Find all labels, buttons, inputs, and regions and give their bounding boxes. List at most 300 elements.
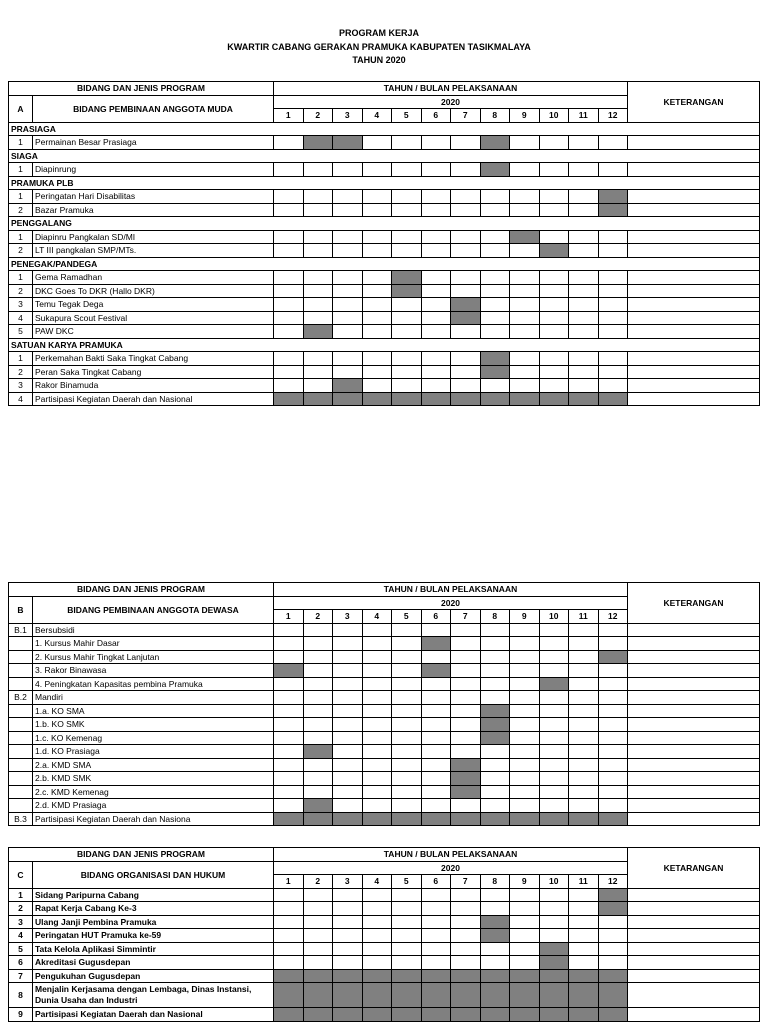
keterangan-cell: [628, 664, 760, 678]
month-header: 11: [569, 610, 599, 624]
section-label: SIAGA: [9, 149, 760, 163]
month-cell: [392, 664, 422, 678]
row-number: [9, 731, 33, 745]
row-label: 2.d. KMD Prasiaga: [33, 799, 274, 813]
month-header: 8: [480, 610, 510, 624]
month-cell: [274, 915, 304, 929]
month-cell: [303, 637, 333, 651]
section-row: [9, 338, 760, 352]
month-cell: [362, 929, 392, 943]
month-cell: [362, 365, 392, 379]
header-row: [9, 583, 760, 597]
month-cell: [480, 902, 510, 916]
month-cell: [539, 902, 569, 916]
month-cell: [274, 352, 304, 366]
month-cell: [362, 352, 392, 366]
table-row: [9, 392, 760, 406]
month-cell-filled: [480, 969, 510, 983]
month-cell-filled: [451, 298, 481, 312]
month-cell: [333, 745, 363, 759]
table-row: [9, 365, 760, 379]
month-cell: [569, 664, 599, 678]
month-cell: [392, 888, 422, 902]
keterangan-cell: [628, 677, 760, 691]
month-cell: [598, 929, 628, 943]
month-cell-filled: [451, 392, 481, 406]
month-cell-filled: [451, 311, 481, 325]
month-cell-filled: [333, 812, 363, 826]
month-cell: [539, 203, 569, 217]
month-cell: [392, 691, 422, 705]
month-cell: [569, 284, 599, 298]
month-cell: [569, 163, 599, 177]
row-label: Diapinru Pangkalan SD/MI: [33, 230, 274, 244]
month-cell: [569, 311, 599, 325]
row-label: Gema Ramadhan: [33, 271, 274, 285]
month-cell: [303, 203, 333, 217]
month-cell: [362, 691, 392, 705]
table-row: [9, 379, 760, 393]
month-cell: [598, 942, 628, 956]
month-cell: [362, 915, 392, 929]
month-cell: [362, 888, 392, 902]
month-header: 4: [362, 875, 392, 889]
table-row: [9, 929, 760, 943]
row-label: Temu Tegak Dega: [33, 298, 274, 312]
month-cell: [539, 704, 569, 718]
row-label: DKC Goes To DKR (Hallo DKR): [33, 284, 274, 298]
row-label: Peringatan HUT Pramuka ke-59: [33, 929, 274, 943]
month-cell: [569, 942, 599, 956]
header-year: 2020: [274, 596, 628, 610]
month-cell: [510, 745, 540, 759]
month-cell-filled: [510, 230, 540, 244]
month-cell-filled: [274, 1008, 304, 1022]
row-number: [9, 785, 33, 799]
month-cell: [510, 929, 540, 943]
month-cell: [569, 691, 599, 705]
month-cell: [451, 942, 481, 956]
row-label: Rapat Kerja Cabang Ke-3: [33, 902, 274, 916]
keterangan-cell: [628, 1008, 760, 1022]
month-cell: [333, 718, 363, 732]
month-cell-filled: [303, 983, 333, 1008]
month-cell: [421, 136, 451, 150]
month-cell-filled: [274, 983, 304, 1008]
month-cell-filled: [392, 969, 422, 983]
month-cell: [333, 365, 363, 379]
month-cell: [303, 929, 333, 943]
month-header: 2: [303, 875, 333, 889]
row-label: 1.d. KO Prasiaga: [33, 745, 274, 759]
month-cell-filled: [333, 983, 363, 1008]
row-number: 2: [9, 902, 33, 916]
month-cell: [569, 136, 599, 150]
month-cell: [303, 772, 333, 786]
month-cell-filled: [480, 352, 510, 366]
month-cell-filled: [362, 969, 392, 983]
month-cell: [569, 758, 599, 772]
month-cell: [274, 704, 304, 718]
month-cell: [362, 136, 392, 150]
row-number: [9, 677, 33, 691]
month-cell: [392, 325, 422, 339]
month-cell: [362, 704, 392, 718]
month-cell: [392, 704, 422, 718]
month-cell-filled: [480, 163, 510, 177]
month-cell-filled: [510, 392, 540, 406]
month-cell: [480, 772, 510, 786]
month-cell-filled: [598, 902, 628, 916]
month-cell: [274, 799, 304, 813]
month-cell-filled: [303, 969, 333, 983]
month-cell: [569, 203, 599, 217]
table-row: [9, 325, 760, 339]
month-cell: [362, 637, 392, 651]
month-cell: [480, 888, 510, 902]
month-cell: [333, 163, 363, 177]
month-cell: [333, 704, 363, 718]
month-cell: [392, 298, 422, 312]
month-cell: [451, 650, 481, 664]
month-cell-filled: [539, 1008, 569, 1022]
month-cell-filled: [274, 392, 304, 406]
month-cell: [569, 379, 599, 393]
table-row: [9, 969, 760, 983]
month-cell: [392, 163, 422, 177]
month-cell: [451, 956, 481, 970]
month-cell: [451, 902, 481, 916]
section-label: PRAMUKA PLB: [9, 176, 760, 190]
month-cell-filled: [598, 190, 628, 204]
month-header: 10: [539, 610, 569, 624]
header-row: [9, 82, 760, 96]
month-cell: [421, 190, 451, 204]
month-cell-filled: [362, 812, 392, 826]
month-cell: [421, 772, 451, 786]
month-header: 7: [451, 875, 481, 889]
section-code: C: [9, 861, 33, 888]
month-cell: [421, 379, 451, 393]
month-cell: [274, 691, 304, 705]
month-header: 12: [598, 109, 628, 123]
month-cell: [539, 623, 569, 637]
month-cell: [303, 888, 333, 902]
month-cell-filled: [303, 1008, 333, 1022]
month-cell: [539, 271, 569, 285]
row-number: B.1: [9, 623, 33, 637]
month-cell: [333, 664, 363, 678]
month-cell: [598, 365, 628, 379]
title-line-3: TAHUN 2020: [352, 55, 406, 65]
month-cell: [480, 677, 510, 691]
month-cell-filled: [362, 983, 392, 1008]
month-cell: [510, 677, 540, 691]
month-cell: [362, 956, 392, 970]
month-cell: [362, 379, 392, 393]
table-row: [9, 230, 760, 244]
table-row: [9, 650, 760, 664]
table-row: [9, 942, 760, 956]
row-label: Sukapura Scout Festival: [33, 311, 274, 325]
month-cell: [274, 772, 304, 786]
month-cell-filled: [451, 785, 481, 799]
month-cell: [421, 731, 451, 745]
month-header: 8: [480, 109, 510, 123]
month-cell: [333, 230, 363, 244]
month-cell: [569, 902, 599, 916]
month-cell: [510, 298, 540, 312]
month-cell-filled: [598, 983, 628, 1008]
month-cell: [539, 915, 569, 929]
header-tahun: TAHUN / BULAN PELAKSANAAN: [274, 583, 628, 597]
month-cell: [303, 691, 333, 705]
keterangan-cell: [628, 983, 760, 1008]
table-row: [9, 983, 760, 1008]
month-cell: [480, 956, 510, 970]
month-cell-filled: [539, 677, 569, 691]
month-cell-filled: [569, 392, 599, 406]
month-cell: [451, 244, 481, 258]
month-cell: [392, 745, 422, 759]
month-cell: [392, 956, 422, 970]
month-header: 9: [510, 875, 540, 889]
row-number: 1: [9, 163, 33, 177]
month-cell-filled: [539, 983, 569, 1008]
keterangan-cell: [628, 365, 760, 379]
row-label: Partisipasi Kegiatan Daerah dan Nasional: [33, 392, 274, 406]
month-cell: [333, 203, 363, 217]
month-cell: [598, 271, 628, 285]
month-cell: [421, 677, 451, 691]
month-cell: [598, 284, 628, 298]
month-cell: [451, 365, 481, 379]
month-cell: [451, 637, 481, 651]
month-cell: [451, 677, 481, 691]
title-line-1: PROGRAM KERJA: [338, 28, 419, 38]
month-cell: [510, 244, 540, 258]
month-cell: [510, 704, 540, 718]
section-code: A: [9, 95, 33, 122]
month-cell: [598, 163, 628, 177]
month-cell-filled: [539, 812, 569, 826]
month-cell-filled: [274, 664, 304, 678]
month-cell: [510, 203, 540, 217]
month-cell: [598, 799, 628, 813]
month-cell: [392, 379, 422, 393]
month-cell-filled: [333, 136, 363, 150]
month-cell: [303, 284, 333, 298]
month-cell: [274, 136, 304, 150]
month-cell: [510, 271, 540, 285]
program-table-c: [8, 847, 760, 1022]
keterangan-cell: [628, 758, 760, 772]
month-cell: [333, 650, 363, 664]
month-cell: [510, 325, 540, 339]
month-cell: [421, 942, 451, 956]
program-table-a: [8, 81, 760, 406]
month-cell-filled: [480, 929, 510, 943]
row-label: 1. Kursus Mahir Dasar: [33, 637, 274, 651]
month-cell: [480, 745, 510, 759]
row-number: 1: [9, 136, 33, 150]
month-cell-filled: [480, 718, 510, 732]
month-cell: [303, 718, 333, 732]
month-cell: [569, 799, 599, 813]
header-bidang: BIDANG DAN JENIS PROGRAM: [9, 82, 274, 96]
month-cell-filled: [451, 812, 481, 826]
row-number: 4: [9, 929, 33, 943]
month-cell-filled: [392, 271, 422, 285]
month-cell: [333, 311, 363, 325]
month-cell: [421, 244, 451, 258]
month-cell: [510, 799, 540, 813]
month-cell: [274, 888, 304, 902]
month-cell-filled: [392, 284, 422, 298]
month-cell: [598, 772, 628, 786]
month-cell: [569, 677, 599, 691]
section-row: [9, 257, 760, 271]
month-cell: [480, 785, 510, 799]
month-cell: [303, 190, 333, 204]
month-header: 11: [569, 109, 599, 123]
row-label: Peran Saka Tingkat Cabang: [33, 365, 274, 379]
month-cell: [421, 163, 451, 177]
table-row: [9, 311, 760, 325]
month-cell: [421, 691, 451, 705]
month-cell: [392, 352, 422, 366]
month-cell: [569, 271, 599, 285]
row-number: 4: [9, 392, 33, 406]
month-cell: [480, 623, 510, 637]
month-cell: [421, 271, 451, 285]
month-cell: [598, 758, 628, 772]
month-cell: [510, 163, 540, 177]
table-row: [9, 677, 760, 691]
month-cell: [569, 772, 599, 786]
month-cell: [392, 915, 422, 929]
keterangan-cell: [628, 230, 760, 244]
section-row: [9, 122, 760, 136]
month-cell: [569, 352, 599, 366]
row-label: Mandiri: [33, 691, 274, 705]
month-cell: [451, 136, 481, 150]
month-cell: [333, 785, 363, 799]
month-header: 1: [274, 610, 304, 624]
month-cell-filled: [480, 915, 510, 929]
row-label: Bazar Pramuka: [33, 203, 274, 217]
month-cell: [333, 772, 363, 786]
month-header: 10: [539, 875, 569, 889]
month-cell-filled: [539, 244, 569, 258]
row-number: 9: [9, 1008, 33, 1022]
month-cell: [303, 379, 333, 393]
month-cell: [480, 799, 510, 813]
header-year: 2020: [274, 861, 628, 875]
month-cell: [421, 758, 451, 772]
month-cell: [362, 785, 392, 799]
month-cell: [362, 677, 392, 691]
row-label: 1.c. KO Kemenag: [33, 731, 274, 745]
month-cell: [333, 915, 363, 929]
row-number: 5: [9, 942, 33, 956]
row-label: Akreditasi Gugusdepan: [33, 956, 274, 970]
month-cell: [539, 888, 569, 902]
keterangan-cell: [628, 163, 760, 177]
row-number: 1: [9, 190, 33, 204]
month-cell: [569, 190, 599, 204]
month-cell: [451, 230, 481, 244]
month-cell: [392, 244, 422, 258]
program-table-b: [8, 582, 760, 826]
month-cell: [539, 352, 569, 366]
row-label: 3. Rakor Binawasa: [33, 664, 274, 678]
keterangan-cell: [628, 956, 760, 970]
month-cell: [510, 136, 540, 150]
month-cell: [539, 298, 569, 312]
month-header: 12: [598, 610, 628, 624]
month-cell: [392, 230, 422, 244]
month-cell: [274, 244, 304, 258]
row-number: 7: [9, 969, 33, 983]
month-cell-filled: [598, 969, 628, 983]
month-cell: [480, 230, 510, 244]
month-cell: [451, 623, 481, 637]
month-cell: [510, 190, 540, 204]
month-cell: [333, 956, 363, 970]
month-cell: [539, 311, 569, 325]
keterangan-cell: [628, 623, 760, 637]
month-cell: [421, 956, 451, 970]
month-header: 12: [598, 875, 628, 889]
keterangan-cell: [628, 311, 760, 325]
row-label: 1.b. KO SMK: [33, 718, 274, 732]
month-cell: [480, 664, 510, 678]
month-cell: [598, 298, 628, 312]
month-cell: [510, 365, 540, 379]
month-cell-filled: [510, 983, 540, 1008]
keterangan-cell: [628, 379, 760, 393]
month-cell: [510, 284, 540, 298]
month-cell: [598, 379, 628, 393]
month-cell: [451, 915, 481, 929]
month-cell: [362, 731, 392, 745]
row-number: 4: [9, 311, 33, 325]
month-cell: [451, 664, 481, 678]
month-cell: [274, 311, 304, 325]
table-row: [9, 637, 760, 651]
month-cell: [510, 956, 540, 970]
month-cell: [510, 888, 540, 902]
month-cell: [480, 691, 510, 705]
month-header: 7: [451, 610, 481, 624]
month-header: 3: [333, 109, 363, 123]
month-cell: [421, 352, 451, 366]
month-cell: [392, 203, 422, 217]
keterangan-cell: [628, 799, 760, 813]
month-cell-filled: [362, 1008, 392, 1022]
row-number: [9, 704, 33, 718]
month-cell: [333, 325, 363, 339]
month-cell: [598, 915, 628, 929]
month-cell-filled: [421, 983, 451, 1008]
month-cell: [274, 637, 304, 651]
month-cell-filled: [598, 888, 628, 902]
month-cell: [539, 190, 569, 204]
keterangan-cell: [628, 731, 760, 745]
month-cell: [598, 352, 628, 366]
month-cell: [569, 637, 599, 651]
